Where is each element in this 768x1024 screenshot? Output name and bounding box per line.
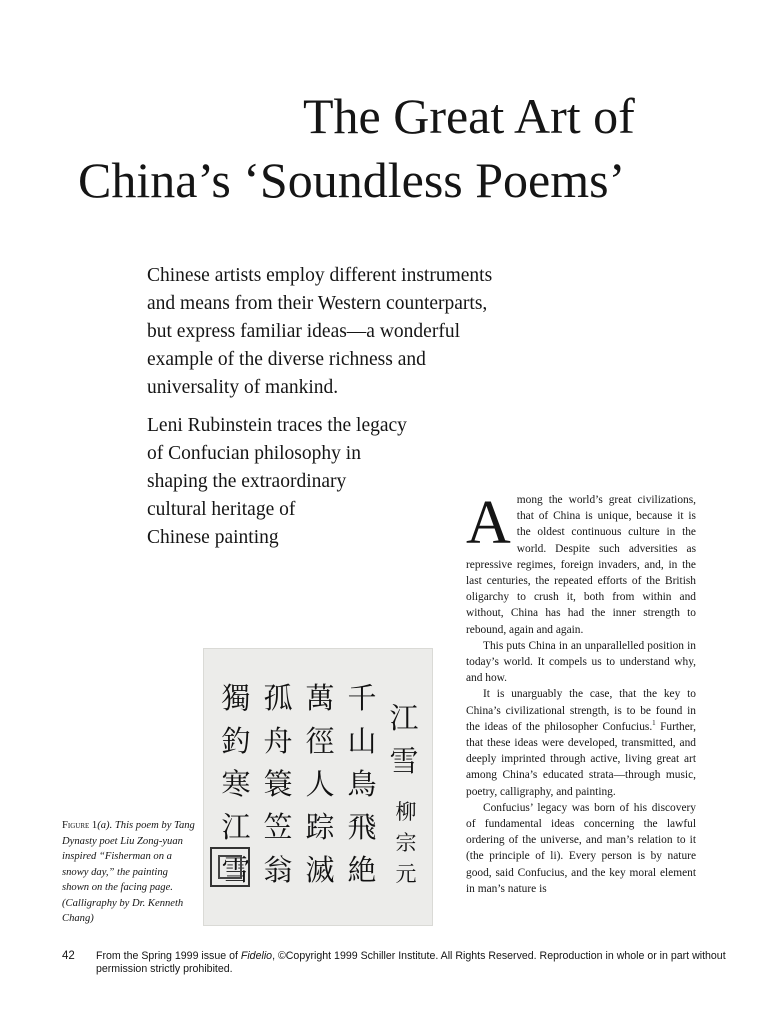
article-body — [466, 489, 696, 897]
calligraphy-character: 孤 — [263, 681, 293, 715]
figure-caption — [62, 818, 196, 927]
calligraphy-column — [342, 677, 382, 892]
body-paragraph-3 — [466, 686, 696, 799]
calligraphy-character: 鳥 — [347, 767, 377, 801]
page-number: 42 — [62, 950, 75, 962]
calligraphy-character: 踪 — [305, 810, 335, 844]
journal-name: Fidelio — [240, 950, 273, 962]
intro-line: Chinese artists employ different instruments — [147, 265, 493, 286]
calligraphy-character: 江 — [389, 701, 419, 735]
calligraphy-column — [300, 677, 340, 892]
intro-line: but express familiar ideas—a wonderful — [147, 321, 460, 342]
footnote-marker[interactable]: 1 — [652, 719, 656, 728]
calligraphy-character: 笠 — [263, 810, 293, 844]
calligraphy-character: 飛 — [347, 810, 377, 844]
intro-line: universality of mankind. — [147, 377, 339, 398]
calligraphy-character: 翁 — [263, 853, 293, 887]
caption-text: This poem by Tang Dynasty poet Liu Zong-yuan inspired “Fisherman on a snowy day,” the painting shown on the facing page. (Calligraphy by Dr. Kenneth Chang) — [62, 820, 195, 924]
calligraphy-figure — [203, 648, 433, 926]
calligraphy-character: 簑 — [263, 767, 293, 801]
calligraphy-character: 萬 — [305, 681, 335, 715]
calligraphy-character: 宗 — [395, 831, 417, 855]
calligraphy-character: 雪 — [389, 744, 419, 778]
intro-line: example of the diverse richness and — [147, 349, 426, 370]
figure-part: (a). — [97, 820, 113, 831]
body-paragraph-1-text: mong the world’s great civilizations, that of China is unique, because it is the oldest continuous culture in the world. Despite such adversities as repressive regimes, foreign invaders, and, in the last centuries, the repeated efforts of the British oligarchy to crush it, both from within and without, China has had the inner strength to rebound, again and again. — [466, 494, 696, 636]
body-paragraph-3-text-b: Further, that these ideas were developed, transmitted, and deeply imprinted through active, living great art among China’s educated strata—through music, poetry, calligraphy, and painting. — [466, 720, 696, 798]
title-line-2: China’s ‘Soundless Poems’ — [78, 152, 626, 208]
copyright-note-pre: From the Spring 1999 issue of — [96, 950, 241, 962]
seal-stamp-icon — [210, 847, 250, 887]
calligraphy-character: 獨 — [221, 681, 251, 715]
calligraphy-character: 寒 — [221, 767, 251, 801]
figure-label: Figure 1 — [62, 820, 98, 831]
calligraphy-poet-name — [386, 797, 426, 890]
intro-line: of Confucian philosophy in — [147, 443, 361, 464]
copyright-note — [96, 950, 726, 976]
intro-paragraph-1 — [147, 262, 547, 402]
calligraphy-character: 徑 — [305, 724, 335, 758]
calligraphy-character: 柳 — [395, 800, 417, 824]
intro-line: Leni Rubinstein traces the legacy — [147, 415, 407, 436]
calligraphy-character: 釣 — [221, 724, 251, 758]
body-paragraph-4: Confucius’ legacy was born of his discovery of fundamental ideas concerning the lawful ordering of the universe, and man’s relation to it (the principle of li). Every person is by nature good, said Confucius, and the key moral element in man’s nature is — [466, 801, 696, 895]
calligraphy-character: 人 — [305, 767, 335, 801]
copyright-note-post: , ©Copyright 1999 Schiller Institute. All Rights Reserved. Reproduction in whole or in part without permission strictly prohibited. — [96, 950, 726, 975]
calligraphy-poem-title — [384, 697, 424, 783]
calligraphy-character: 滅 — [305, 853, 335, 887]
calligraphy-character: 山 — [347, 724, 377, 758]
calligraphy-character: 絶 — [347, 853, 377, 887]
body-paragraph-3-text-a: It is unarguably the case, that the key to China’s civilizational strength, is to be found in the ideas of the philosopher Confucius. — [466, 688, 696, 733]
calligraphy-character: 舟 — [263, 724, 293, 758]
calligraphy-column — [258, 677, 298, 892]
body-paragraph-2: This puts China in an unparallelled position in today’s world. It compels us to understand why, and how. — [466, 639, 696, 685]
intro-line: shaping the extraordinary — [147, 471, 347, 492]
intro-line: cultural heritage of — [147, 499, 296, 520]
calligraphy-character: 雪 — [221, 853, 251, 887]
intro-line: and means from their Western counterparts, — [147, 293, 488, 314]
calligraphy-character: 江 — [221, 810, 251, 844]
title-line-1: The Great Art of — [303, 88, 635, 144]
article-title — [0, 84, 768, 212]
calligraphy-character: 千 — [347, 681, 377, 715]
body-paragraph-1 — [466, 489, 696, 638]
calligraphy-character: 元 — [395, 862, 417, 886]
drop-cap: A — [466, 489, 511, 557]
intro-line: Chinese painting — [147, 527, 279, 548]
